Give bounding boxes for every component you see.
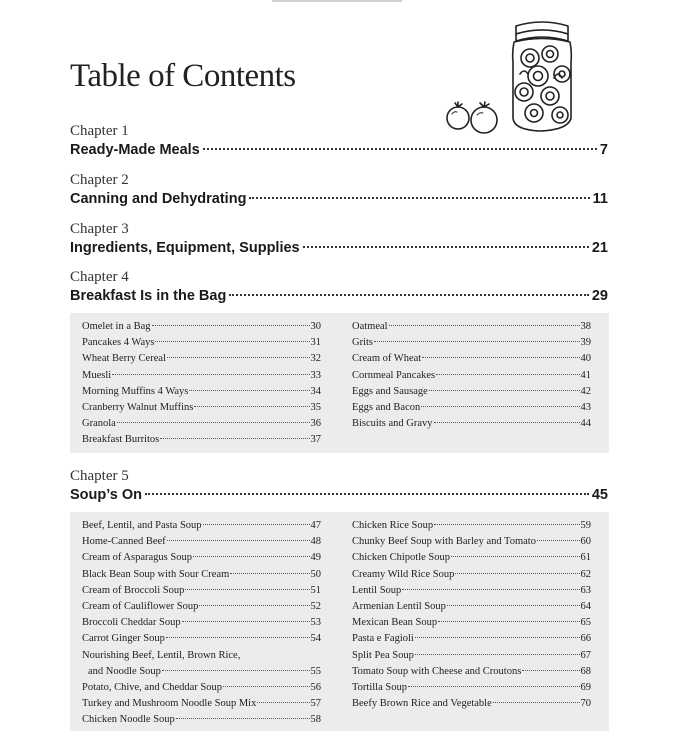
recipe-page-number: 55 [310,665,321,677]
recipe-page-number: 69 [580,682,591,694]
leader-dots [229,294,589,296]
leader-dots [415,637,580,638]
recipe-entry[interactable] [82,680,321,696]
recipe-entry[interactable] [352,518,591,534]
recipe-page-number: 58 [310,714,321,726]
recipe-name: Home-Canned Beef [82,536,166,548]
chapter-title-row[interactable] [70,239,608,258]
recipe-name: Granola [82,418,116,430]
leader-dots [223,686,310,687]
breakfast-recipe-list [70,313,609,453]
recipe-page-number: 57 [310,698,321,710]
recipe-page-number: 68 [580,665,591,677]
leader-dots [402,589,579,590]
leader-dots [389,325,580,326]
leader-dots [408,686,580,687]
recipe-entry[interactable] [352,583,591,599]
recipe-page-number: 40 [580,353,591,365]
recipe-page-number: 52 [310,601,321,613]
recipe-page-number: 53 [310,617,321,629]
leader-dots [522,670,579,671]
recipe-page-number: 35 [310,402,321,414]
leader-dots [167,540,310,541]
recipe-page-number: 31 [310,337,321,349]
recipe-entry[interactable] [352,648,591,664]
chapter-label: Chapter 3 [70,221,129,237]
recipe-page-number: 41 [580,369,591,381]
recipe-name: Potato, Chive, and Cheddar Soup [82,682,222,694]
recipe-name: Creamy Wild Rice Soup [352,568,455,580]
recipe-name: Broccoli Cheddar Soup [82,617,181,629]
leader-dots [422,357,579,358]
chapter-page-number: 29 [591,288,608,304]
recipe-page-number: 66 [580,633,591,645]
recipe-entry[interactable] [82,534,321,550]
chapter-2[interactable] [70,171,608,209]
recipe-entry[interactable] [82,384,321,400]
leader-dots [429,390,580,391]
recipe-name: and Noodle Soup [88,665,161,677]
leader-dots [117,422,310,423]
recipe-name: Oatmeal [352,321,388,332]
recipe-page-number: 67 [580,649,591,661]
leader-dots [415,654,580,655]
recipe-entry[interactable] [352,319,591,335]
recipe-name: Biscuits and Gravy [352,418,433,430]
recipe-entry[interactable] [82,335,321,351]
recipe-name: Pasta e Fagioli [352,633,414,645]
recipe-page-number: 36 [310,418,321,430]
leader-dots [155,341,309,342]
chapter-page-number: 11 [592,191,608,207]
recipe-name: Cream of Cauliflower Soup [82,601,199,613]
chapter-title-row[interactable] [70,190,608,209]
recipe-name: Chicken Rice Soup [352,520,434,531]
leader-dots [162,670,310,671]
recipe-page-number: 38 [580,321,591,332]
leader-dots [438,621,579,622]
recipe-entry[interactable] [82,400,321,416]
recipe-name: Beefy Brown Rice and Vegetable [352,698,492,710]
leader-dots [166,637,310,638]
recipe-entry[interactable] [82,648,321,680]
recipe-name: Pancakes 4 Ways [82,337,155,349]
soup-recipe-list [70,512,609,731]
recipe-name: Eggs and Sausage [352,385,428,397]
recipe-entry[interactable] [82,319,321,335]
recipe-page-number: 32 [310,353,321,365]
recipe-entry[interactable] [352,664,591,680]
recipe-entry[interactable] [352,615,591,631]
leader-dots [451,556,580,557]
recipe-page-number: 65 [580,617,591,629]
leader-dots [176,718,310,719]
recipe-name: Turkey and Mushroom Noodle Soup Mix [82,698,257,710]
recipe-name: Grits [352,337,373,349]
recipe-name: Split Pea Soup [352,649,414,661]
chapter-title: Ingredients, Equipment, Supplies [70,240,300,256]
chapter-title-row[interactable] [70,287,608,306]
recipe-entry[interactable] [82,631,321,647]
recipe-entry[interactable] [82,567,321,583]
recipe-page-number: 61 [580,552,591,564]
recipe-page-number: 51 [310,584,321,596]
leader-dots [436,374,579,375]
leader-dots [303,246,589,248]
recipe-page-number: 44 [580,418,591,430]
leader-dots [249,197,589,199]
recipe-page-number: 62 [580,568,591,580]
recipe-entry[interactable] [352,384,591,400]
recipe-page-number: 33 [310,369,321,381]
leader-dots [193,556,310,557]
recipe-entry[interactable] [82,599,321,615]
leader-dots [447,605,580,606]
recipe-entry[interactable] [352,631,591,647]
recipe-name: Mexican Bean Soup [352,617,438,629]
recipe-entry[interactable] [82,615,321,631]
recipe-page-number: 47 [310,520,321,531]
leader-dots [189,390,309,391]
leader-dots [434,422,580,423]
chapter-title-row[interactable] [70,141,608,160]
leader-dots [203,148,597,150]
recipe-name: Morning Muffins 4 Ways [82,385,189,397]
recipe-entry[interactable] [82,583,321,599]
recipe-name: Cornmeal Pancakes [352,369,436,381]
recipe-page-number: 37 [310,434,321,446]
recipe-page-number: 59 [580,520,591,531]
chapter-title: Soup’s On [70,487,142,503]
chapter-title: Ready-Made Meals [70,142,200,158]
leader-dots [182,621,310,622]
leader-dots [145,493,589,495]
recipe-entry[interactable] [82,351,321,367]
recipe-page-number: 42 [580,385,591,397]
recipe-page-number: 63 [580,584,591,596]
recipe-entry[interactable] [82,368,321,384]
recipe-name: Lentil Soup [352,584,402,596]
leader-dots [434,524,579,525]
recipe-entry[interactable] [352,534,591,550]
leader-dots [455,573,579,574]
leader-dots [167,357,310,358]
recipe-entry[interactable] [82,432,321,448]
recipe-name: Cranberry Walnut Muffins [82,402,194,414]
recipe-entry[interactable] [352,599,591,615]
top-divider [272,0,402,2]
recipe-entry[interactable] [352,416,591,432]
recipe-page-number: 64 [580,601,591,613]
chapter-3[interactable] [70,220,608,258]
chapter-label: Chapter 2 [70,172,129,188]
chapter-label: Chapter 5 [70,468,129,484]
leader-dots [257,702,309,703]
leader-dots [160,438,309,439]
recipe-name: Cream of Wheat [352,353,422,365]
chapter-label: Chapter 1 [70,123,129,139]
recipe-page-number: 39 [580,337,591,349]
recipe-page-number: 49 [310,552,321,564]
recipe-entry[interactable] [82,696,321,712]
leader-dots [199,605,309,606]
recipe-page-number: 34 [310,385,321,397]
recipe-column-left [82,518,321,729]
recipe-column-left [82,319,321,449]
recipe-name: Cream of Asparagus Soup [82,552,192,564]
chapter-4[interactable] [70,268,608,306]
chapter-page-number: 21 [591,240,608,256]
recipe-page-number: 56 [310,682,321,694]
leader-dots [203,524,310,525]
leader-dots [421,406,579,407]
leader-dots [152,325,310,326]
recipe-name: Chicken Chipotle Soup [352,552,450,564]
leader-dots [230,573,309,574]
chapter-title-row[interactable] [70,486,608,505]
chapter-title: Breakfast Is in the Bag [70,288,227,304]
recipe-name: Armenian Lentil Soup [352,601,446,613]
recipe-entry[interactable] [352,680,591,696]
recipe-entry[interactable] [352,400,591,416]
recipe-entry[interactable] [352,335,591,351]
recipe-name: Black Bean Soup with Sour Cream [82,568,230,580]
leader-dots [185,589,309,590]
leader-dots [374,341,580,342]
chapter-5[interactable] [70,467,608,505]
recipe-name: Beef, Lentil, and Pasta Soup [82,520,202,531]
leader-dots [493,702,580,703]
leader-dots [112,374,309,375]
recipe-page-number: 50 [310,568,321,580]
recipe-entry[interactable] [352,368,591,384]
recipe-column-right [352,319,591,432]
recipe-name: Wheat Berry Cereal [82,353,166,365]
recipe-name: Chunky Beef Soup with Barley and Tomato [352,536,536,548]
recipe-name: Carrot Ginger Soup [82,633,165,645]
page-title: Table of Contents [70,58,296,94]
recipe-name: Breakfast Burritos [82,434,160,446]
recipe-column-right [352,518,591,712]
recipe-entry[interactable] [82,416,321,432]
recipe-name: Tortilla Soup [352,682,407,694]
chapter-title: Canning and Dehydrating [70,191,247,207]
recipe-entry[interactable] [352,696,591,712]
recipe-page-number: 54 [310,633,321,645]
recipe-name: Eggs and Bacon [352,402,421,414]
recipe-name: Cream of Broccoli Soup [82,584,185,596]
recipe-page-number: 48 [310,536,321,548]
leader-dots [537,540,580,541]
recipe-name-line1: Nourishing Beef, Lentil, Brown Rice, [82,649,241,661]
recipe-page-number: 30 [310,321,321,332]
leader-dots [194,406,309,407]
mason-jar-illustration [444,16,579,138]
recipe-name: Omelet in a Bag [82,321,151,332]
recipe-page-number: 43 [580,402,591,414]
recipe-entry[interactable] [352,550,591,566]
recipe-page-number: 70 [580,698,591,710]
recipe-entry[interactable] [82,712,321,728]
recipe-entry[interactable] [352,567,591,583]
recipe-name: Chicken Noodle Soup [82,714,175,726]
recipe-entry[interactable] [82,550,321,566]
recipe-entry[interactable] [352,351,591,367]
chapter-page-number: 7 [599,142,608,158]
chapter-page-number: 45 [591,487,608,503]
recipe-entry[interactable] [82,518,321,534]
recipe-name: Tomato Soup with Cheese and Croutons [352,665,522,677]
recipe-name: Muesli [82,369,112,381]
chapter-label: Chapter 4 [70,269,129,285]
chapter-1[interactable] [70,122,608,160]
recipe-page-number: 60 [580,536,591,548]
